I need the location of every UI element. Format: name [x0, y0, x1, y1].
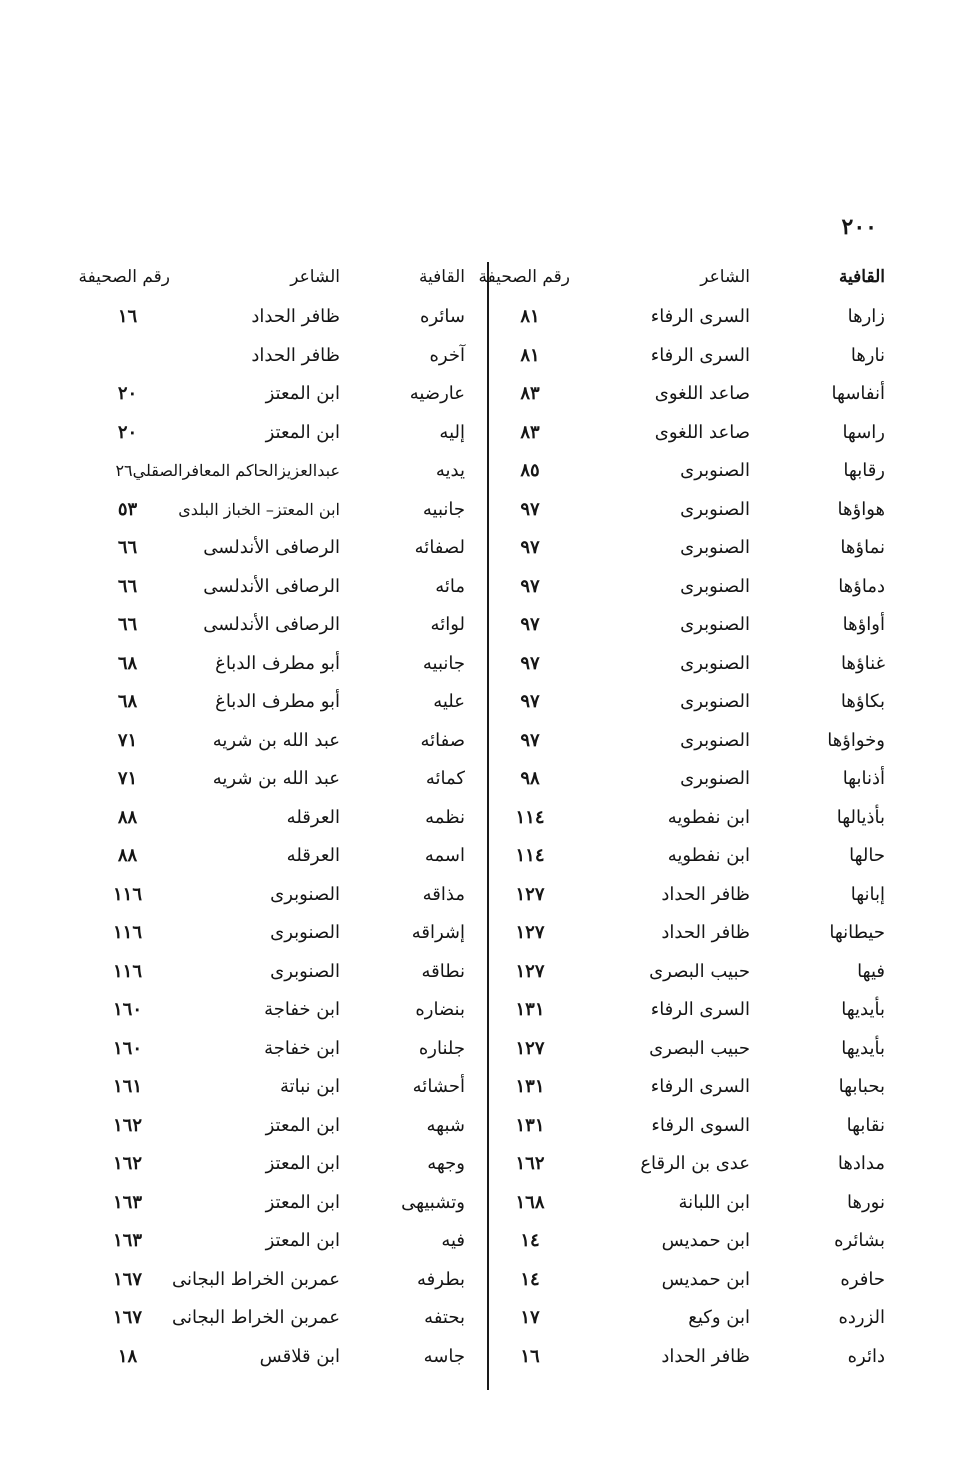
cell-page-left: ١٦٣	[112, 1230, 142, 1251]
cell-page-left: ٥٣	[117, 498, 138, 520]
cell-rhyme-left: لصفائه	[414, 537, 465, 558]
cell-page-left: ١١٦	[112, 883, 142, 905]
cell-page-right: ١٢٧	[515, 922, 545, 943]
cell-rhyme-left: إليه	[439, 421, 465, 443]
cell-poet-right: ظافر الحداد	[661, 922, 750, 943]
cell-page-right: ٨١	[520, 344, 540, 366]
cell-rhyme-left: مذاقه	[422, 883, 465, 905]
cell-poet-left: ظافر الحداد	[251, 344, 340, 366]
cell-rhyme-left: اسمه	[424, 845, 465, 866]
cell-poet-right: ابن اللبانة	[678, 1191, 750, 1213]
cell-page-right: ٩٧	[520, 498, 540, 520]
cell-page-left: ١٦٠	[112, 999, 142, 1020]
cell-page-left: ١٦٢	[112, 1114, 142, 1136]
cell-page-right: ١٣١	[515, 1114, 545, 1136]
cell-page-left: ١٦٧	[112, 1307, 142, 1328]
table-row	[85, 491, 885, 530]
cell-rhyme-left: وجهه	[427, 1153, 465, 1174]
cell-poet-right: السرى الرفاء	[650, 999, 750, 1020]
cell-rhyme-right: أذنابها	[842, 768, 885, 789]
cell-page-left: ٧١	[117, 729, 138, 751]
cell-rhyme-right: إبانها	[850, 883, 885, 905]
cell-page-left: ١٦	[117, 306, 138, 327]
cell-poet-right: حبيب البصرى	[649, 1037, 750, 1059]
cell-page-right: ٩٧	[520, 691, 540, 712]
cell-page-right: ٩٧	[520, 652, 540, 674]
cell-rhyme-right: فيها	[857, 960, 885, 982]
cell-page-right: ٩٧	[520, 729, 540, 751]
table-row	[85, 452, 885, 491]
cell-rhyme-left: نطاقه	[421, 960, 465, 982]
cell-poet-left: عبد الله بن شريه	[212, 729, 340, 751]
cell-rhyme-right: راسها	[842, 421, 885, 443]
cell-rhyme-right: حافره	[840, 1268, 885, 1290]
cell-poet-right: ابن حمديس	[661, 1230, 750, 1251]
cell-poet-left: عبد الله بن شريه	[212, 768, 340, 789]
cell-page-left: ٢٠	[117, 383, 138, 404]
table-row	[85, 760, 885, 799]
cell-page-right: ٩٧	[520, 575, 540, 597]
cell-poet-left: ابن المعتز	[265, 1153, 340, 1174]
cell-rhyme-right: بأذيالها	[836, 806, 885, 828]
cell-page-left: ١٦٣	[112, 1191, 142, 1213]
cell-rhyme-right: حيطانها	[829, 922, 885, 943]
cell-rhyme-left: جانبيه	[422, 498, 465, 520]
cell-poet-left: ابن المعتز	[265, 383, 340, 404]
table-row	[85, 414, 885, 453]
header-page-left: رقم الصحيفة	[78, 267, 170, 287]
cell-poet-left: ظافر الحداد	[251, 306, 340, 327]
table-row	[85, 1261, 885, 1300]
table-row	[85, 1184, 885, 1223]
cell-page-left: ٦٦	[117, 614, 138, 635]
cell-poet-left: ابن نباتة	[279, 1076, 340, 1097]
cell-poet-right: الصنوبرى	[680, 460, 750, 481]
page-number: ٢٠٠	[841, 214, 877, 240]
table-row	[85, 876, 885, 915]
cell-page-right: ١٢٧	[515, 1037, 545, 1059]
cell-poet-right: ظافر الحداد	[661, 1345, 750, 1367]
cell-rhyme-right: أواؤها	[842, 614, 885, 635]
cell-page-left: ٨٨	[117, 845, 138, 866]
cell-rhyme-right: مدادها	[837, 1153, 885, 1174]
cell-poet-right: الصنوبرى	[680, 537, 750, 558]
cell-rhyme-left: عليه	[433, 691, 465, 712]
cell-poet-right: صاعد اللغوى	[654, 383, 750, 404]
cell-poet-left: عمربن الخراط البجانى	[172, 1307, 340, 1328]
cell-poet-left: الرصافى الأندلسى	[203, 575, 340, 597]
cell-poet-left: ابن المعتز	[265, 1230, 340, 1251]
cell-rhyme-left: جاسه	[423, 1345, 465, 1367]
cell-poet-right: الصنوبرى	[680, 691, 750, 712]
cell-poet-left: الصنوبرى	[270, 960, 340, 982]
cell-poet-right: السرى الرفاء	[650, 306, 750, 327]
cell-poet-right: السرى الرفاء	[650, 1076, 750, 1097]
table-row	[85, 1222, 885, 1261]
cell-page-left: ١١٦	[112, 960, 142, 982]
cell-page-right: ٩٨	[520, 768, 540, 789]
cell-page-left: ٨٨	[117, 806, 138, 828]
cell-rhyme-right: بحبابها	[838, 1076, 885, 1097]
cell-rhyme-right: نورها	[847, 1191, 885, 1213]
cell-poet-left: العرقله	[286, 845, 340, 866]
cell-rhyme-right: نقابها	[846, 1114, 885, 1136]
cell-poet-left: ابن قلاقس	[259, 1345, 340, 1367]
table-row	[85, 683, 885, 722]
cell-page-right: ١٢٧	[515, 960, 545, 982]
cell-poet-right: الصنوبرى	[680, 498, 750, 520]
cell-page-right: ١٦٨	[515, 1191, 545, 1213]
cell-rhyme-left: سائره	[420, 306, 465, 327]
cell-rhyme-right: زارها	[847, 306, 885, 327]
cell-page-left: ٦٦	[117, 537, 138, 558]
cell-page-right: ١٤	[520, 1268, 540, 1290]
cell-page-left: ١٨	[117, 1345, 138, 1367]
header-rhyme-left: القافية	[418, 267, 465, 287]
cell-rhyme-left: بنضاره	[415, 999, 465, 1020]
header-page-right: رقم الصحيفة	[478, 267, 570, 287]
cell-rhyme-left: إشراقه	[411, 922, 465, 943]
cell-rhyme-left: آخره	[429, 344, 465, 366]
cell-poet-left: ابن المعتز– الخباز البلدى	[178, 499, 340, 519]
table-row	[85, 953, 885, 992]
cell-page-right: ٨٥	[520, 460, 540, 481]
cell-poet-left: عبدالعزيزالحاكم المعافرالصقلي٢٦	[115, 461, 340, 480]
cell-page-right: ٨٣	[520, 421, 540, 443]
cell-rhyme-left: أحشائه	[412, 1076, 465, 1097]
cell-page-left: ١٦٠	[112, 1037, 142, 1059]
cell-poet-left: الرصافى الأندلسى	[203, 537, 340, 558]
cell-poet-right: عدى بن الرقاع	[640, 1153, 750, 1174]
cell-poet-left: ابن المعتز	[265, 1191, 340, 1213]
table-row	[85, 1030, 885, 1069]
cell-rhyme-right: بشائره	[834, 1230, 885, 1251]
cell-poet-right: حبيب البصرى	[649, 960, 750, 982]
cell-poet-left: العرقله	[286, 806, 340, 828]
cell-rhyme-right: دائره	[847, 1345, 885, 1367]
cell-page-right: ١١٤	[515, 806, 545, 828]
table-row	[85, 337, 885, 376]
table-row	[85, 1145, 885, 1184]
cell-page-left: ٦٨	[117, 652, 138, 674]
cell-poet-right: السرى الرفاء	[650, 344, 750, 366]
table-row	[85, 722, 885, 761]
cell-page-left: ١١٦	[112, 922, 142, 943]
cell-page-right: ١١٤	[515, 845, 545, 866]
rhyme-index-table	[78, 258, 885, 1376]
table-row	[85, 1068, 885, 1107]
table-row	[85, 298, 885, 337]
cell-rhyme-right: بأيديها	[841, 999, 885, 1020]
table-row	[85, 1299, 885, 1338]
cell-rhyme-left: جلناره	[418, 1037, 465, 1059]
cell-poet-left: الصنوبرى	[270, 883, 340, 905]
cell-rhyme-left: عارضيه	[409, 383, 465, 404]
cell-poet-left: عمربن الخراط البجانى	[172, 1268, 340, 1290]
table-row	[85, 837, 885, 876]
table-row	[85, 568, 885, 607]
header-rhyme-right: القافية	[838, 267, 885, 287]
cell-rhyme-left: لوائه	[430, 614, 465, 635]
table-row	[85, 799, 885, 838]
cell-poet-left: ابن المعتز	[265, 421, 340, 443]
table-row	[85, 375, 885, 414]
cell-poet-right: الصنوبرى	[680, 575, 750, 597]
cell-rhyme-right: نارها	[850, 344, 885, 366]
cell-poet-right: ابن وكيع	[688, 1307, 750, 1328]
header-poet-left: الشاعر	[290, 267, 340, 287]
cell-page-right: ٨٣	[520, 383, 540, 404]
cell-page-right: ١٣١	[515, 1076, 545, 1097]
table-header-row	[78, 258, 885, 298]
table-row	[85, 1107, 885, 1146]
cell-page-left: ٢٠	[117, 421, 138, 443]
cell-rhyme-right: نماؤها	[840, 537, 885, 558]
cell-rhyme-right: دماؤها	[838, 575, 885, 597]
cell-poet-right: الصنوبرى	[680, 768, 750, 789]
cell-poet-right: السوى الرفاء	[651, 1114, 750, 1136]
cell-rhyme-right: أنفاسها	[831, 383, 885, 404]
cell-rhyme-left: بطرفه	[417, 1268, 465, 1290]
cell-poet-left: أبو مطرف الدباغ	[215, 691, 340, 712]
cell-rhyme-left: شبهه	[426, 1114, 465, 1136]
table-row	[85, 606, 885, 645]
cell-rhyme-right: بكاؤها	[840, 691, 885, 712]
cell-poet-left: أبو مطرف الدباغ	[215, 652, 340, 674]
cell-rhyme-left: بحتفه	[424, 1307, 465, 1328]
cell-poet-right: صاعد اللغوى	[654, 421, 750, 443]
cell-page-left: ٧١	[117, 768, 138, 789]
cell-page-left: ١٦٧	[112, 1268, 142, 1290]
cell-page-right: ٨١	[520, 306, 540, 327]
cell-page-right: ١٢٧	[515, 883, 545, 905]
cell-page-right: ١٦٢	[515, 1153, 545, 1174]
cell-poet-right: الصنوبرى	[680, 729, 750, 751]
cell-poet-right: ظافر الحداد	[661, 883, 750, 905]
header-poet-right: الشاعر	[700, 267, 750, 287]
cell-page-left: ٦٨	[117, 691, 138, 712]
cell-rhyme-left: جانبيه	[422, 652, 465, 674]
cell-page-right: ١٤	[520, 1230, 540, 1251]
cell-rhyme-right: وخواؤها	[827, 729, 885, 751]
table-row	[85, 645, 885, 684]
cell-poet-left: ابن خفاجة	[264, 999, 340, 1020]
cell-rhyme-right: هواؤها	[837, 498, 885, 520]
cell-poet-right: ابن حمديس	[661, 1268, 750, 1290]
cell-rhyme-right: رقابها	[843, 460, 885, 481]
cell-page-right: ١٣١	[515, 999, 545, 1020]
cell-poet-right: ابن نفطويه	[667, 806, 750, 828]
cell-rhyme-left: صفائه	[420, 729, 465, 751]
cell-rhyme-left: نظمه	[425, 806, 465, 828]
table-row	[85, 1338, 885, 1377]
table-row	[85, 529, 885, 568]
cell-page-left: ١٦١	[112, 1076, 142, 1097]
cell-poet-left: الرصافى الأندلسى	[203, 614, 340, 635]
table-row	[85, 914, 885, 953]
table-row	[85, 991, 885, 1030]
cell-rhyme-right: غناؤها	[841, 652, 885, 674]
cell-page-right: ٩٧	[520, 537, 540, 558]
cell-rhyme-right: حالها	[849, 845, 885, 866]
cell-page-left: ٦٦	[117, 575, 138, 597]
cell-poet-left: الصنوبرى	[270, 922, 340, 943]
cell-rhyme-right: بأيديها	[841, 1037, 885, 1059]
cell-rhyme-left: يديه	[435, 460, 465, 481]
cell-rhyme-right: الزرده	[838, 1307, 885, 1328]
cell-rhyme-left: مائه	[435, 575, 465, 597]
cell-rhyme-left: كمائه	[425, 768, 465, 789]
cell-rhyme-left: فيه	[441, 1230, 465, 1251]
cell-page-right: ٩٧	[520, 614, 540, 635]
cell-page-right: ١٦	[520, 1345, 540, 1367]
cell-poet-right: الصنوبرى	[680, 652, 750, 674]
cell-poet-right: ابن نفطويه	[667, 845, 750, 866]
cell-poet-left: ابن المعتز	[265, 1114, 340, 1136]
cell-rhyme-left: وتشبيهى	[401, 1191, 465, 1213]
cell-page-left: ١٦٢	[112, 1153, 142, 1174]
cell-poet-right: الصنوبرى	[680, 614, 750, 635]
cell-page-right: ١٧	[520, 1307, 540, 1328]
cell-poet-left: ابن خفاجة	[264, 1037, 340, 1059]
